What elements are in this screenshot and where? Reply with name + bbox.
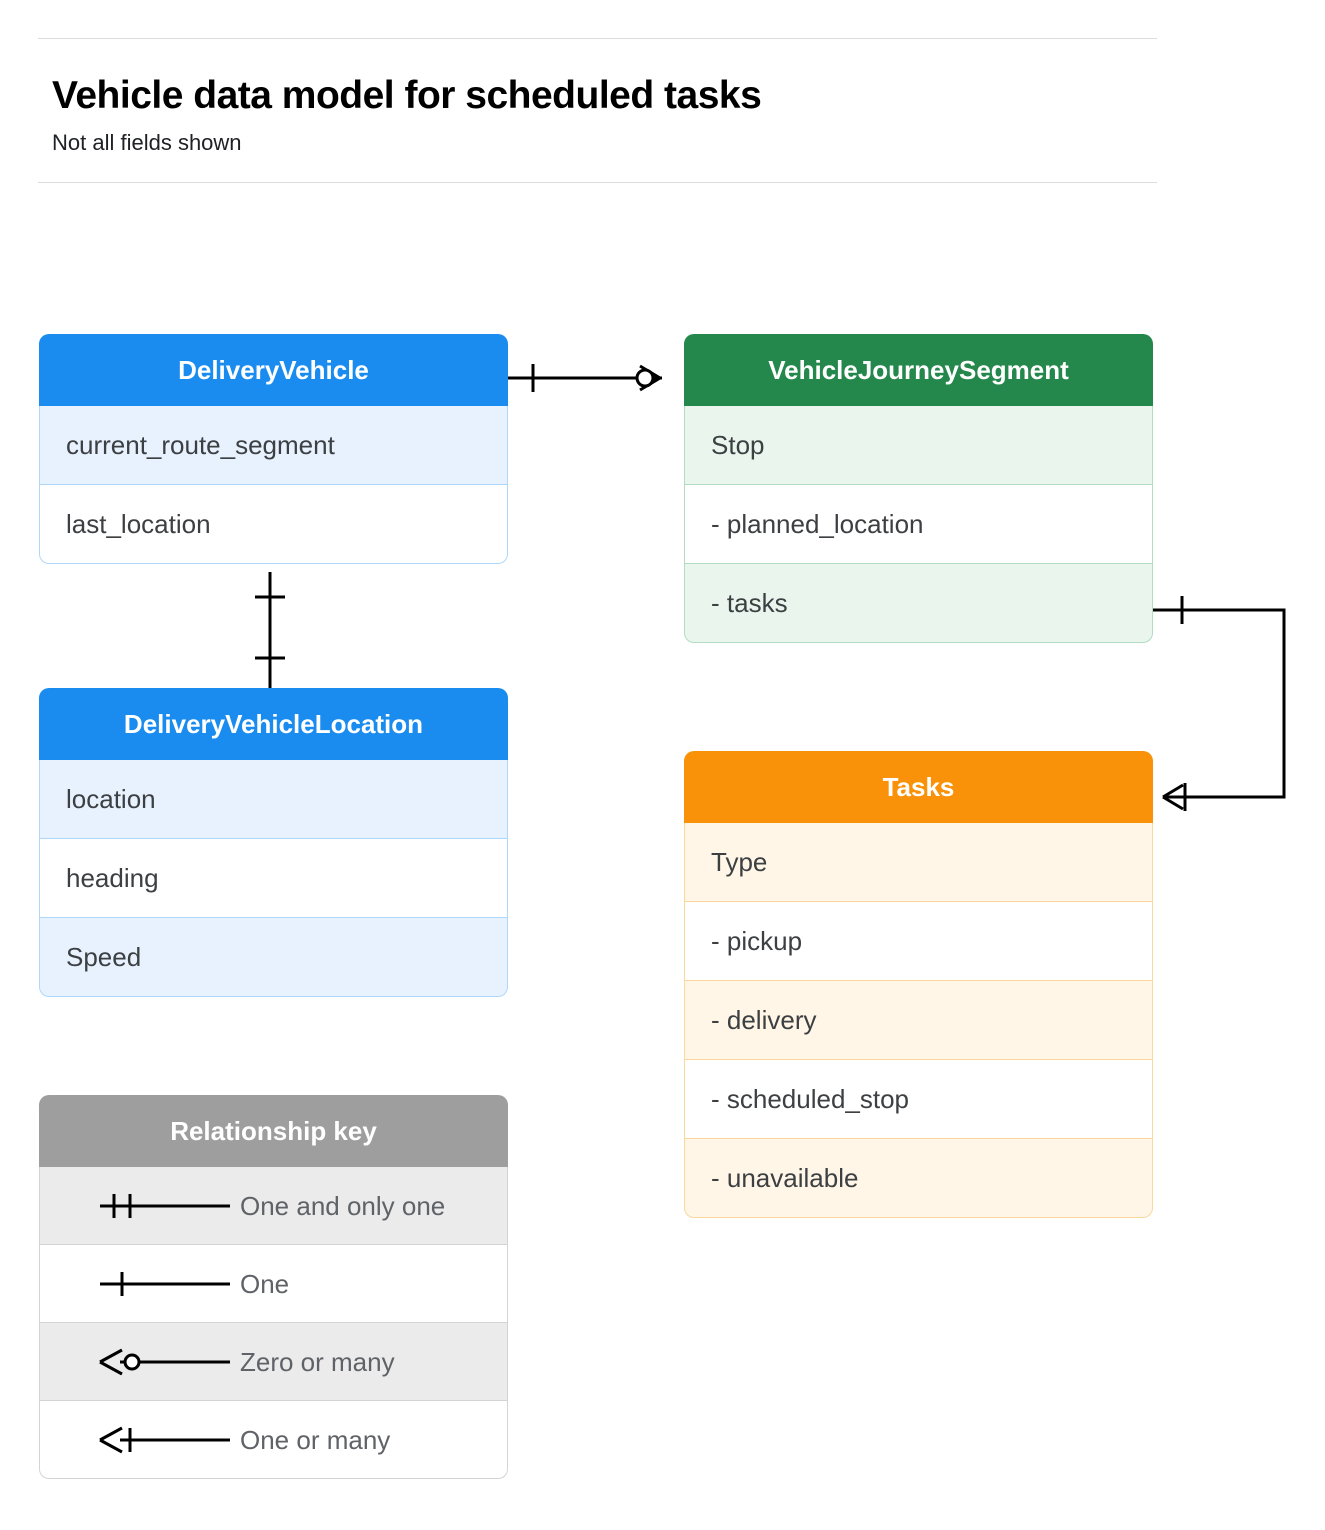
page-subtitle: Not all fields shown	[52, 129, 242, 155]
entity-delivery-vehicle[interactable]	[39, 334, 508, 564]
entity-field: Stop	[684, 406, 1153, 485]
entity-title-delivery-vehicle-location: DeliveryVehicleLocation	[39, 688, 508, 760]
entity-field: current_route_segment	[39, 406, 508, 485]
entity-delivery-vehicle-location[interactable]	[39, 688, 508, 997]
key-label: One or many	[240, 1425, 391, 1455]
key-row-one	[39, 1245, 508, 1323]
key-label: One and only one	[240, 1191, 446, 1221]
entity-field: - delivery	[684, 981, 1153, 1060]
key-label: One	[240, 1269, 290, 1299]
entity-vehicle-journey-segment[interactable]	[684, 334, 1153, 643]
one-or-many-icon	[92, 1425, 232, 1455]
entity-field: - scheduled_stop	[684, 1060, 1153, 1139]
entity-field: - planned_location	[684, 485, 1153, 564]
one-and-only-one-icon	[92, 1191, 232, 1221]
entity-field: - pickup	[684, 902, 1153, 981]
key-label: Zero or many	[240, 1347, 395, 1377]
connector-vjs-tasks	[1153, 610, 1284, 797]
entity-field: last_location	[39, 485, 508, 564]
entity-field: - unavailable	[684, 1139, 1153, 1218]
entity-field: Type	[684, 823, 1153, 902]
relationship-key-title: Relationship key	[39, 1095, 508, 1167]
entity-field: - tasks	[684, 564, 1153, 643]
relationship-key-box	[39, 1095, 508, 1479]
key-row-one-and-only-one	[39, 1167, 508, 1245]
entity-field: heading	[39, 839, 508, 918]
entity-title-delivery-vehicle: DeliveryVehicle	[39, 334, 508, 406]
entity-tasks[interactable]	[684, 751, 1153, 1218]
one-icon	[92, 1269, 232, 1299]
entity-title-tasks: Tasks	[684, 751, 1153, 823]
entity-title-vehicle-journey-segment: VehicleJourneySegment	[684, 334, 1153, 406]
zero-or-many-icon	[92, 1347, 232, 1377]
page-title: Vehicle data model for scheduled tasks	[52, 74, 762, 117]
key-row-zero-or-many	[39, 1323, 508, 1401]
page-header	[38, 38, 1157, 183]
key-row-one-or-many	[39, 1401, 508, 1479]
entity-field: Speed	[39, 918, 508, 997]
entity-field: location	[39, 760, 508, 839]
